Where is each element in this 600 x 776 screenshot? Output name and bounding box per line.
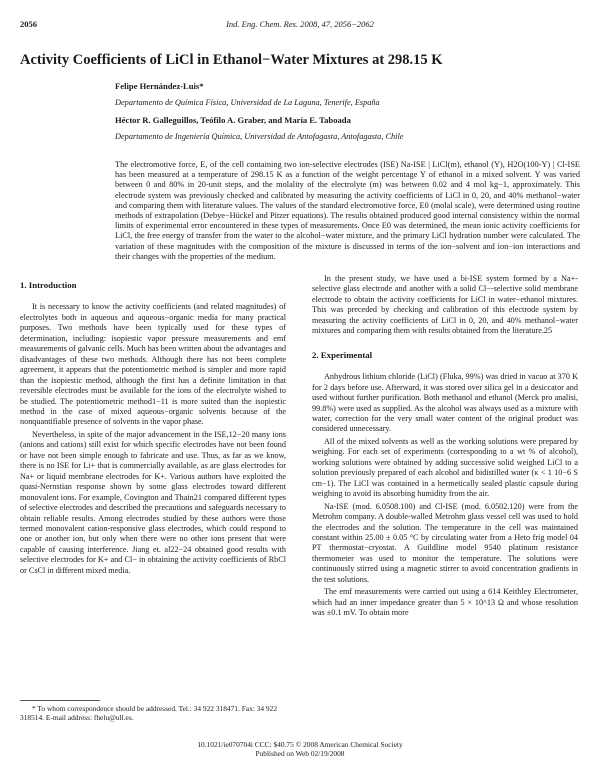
correspondence-footnote: * To whom correspondence should be addressed. Tel.: 34 922 318471. Fax: 34 922 318514. E-mail address: fhelu@ull.es. (20, 704, 278, 723)
experimental-paragraph-4: The emf measurements were carried out using a 614 Keithley Electrometer, which had an inner impedance greater than 5 × 10^13 Ω and whose resolution was ±0.1 mV. To obtain more (312, 587, 578, 618)
experimental-paragraph-2: All of the mixed solvents as well as the working solutions were prepared by weighing. For each set of experiments (corresponding to a wt % of alcohol), working solutions were obtained by adding successive solid weighed LiCl to a solution previously prepared of each alcohol and bidistilled water (κ < 1 10−6 S cm−1). The LiCl was contained in a hermetically sealed plastic capsule during weighing to avoid its absorbing humidity from the air. (312, 436, 578, 499)
intro-paragraph-3: In the present study, we have used a bi-ISE system formed by a Na+-selective glass electrode and another with a solid Cl−-selective solid membrane electrode to obtain the activity coefficients for LiCl in water−ethanol mixtures. This was preceded by checking and calibration of this electrode system by measuring the activity coefficients of LiCl in 0, 20, and 40% methanol−water mixtures and comparing them with results obtained from the literature.25 (312, 274, 578, 336)
page-number: 2056 (20, 19, 37, 29)
section-heading-introduction: 1. Introduction (20, 280, 77, 290)
journal-reference: Ind. Eng. Chem. Res. 2008, 47, 2056−2062 (226, 19, 374, 29)
left-column (20, 280, 286, 576)
intro-paragraph-2: Nevertheless, in spite of the major advancement in the ISE,12−20 many ions (anions and cations) still exist for which specific electrodes have not been found or have not been simple enough to fabricate and use. Thus, as far as we know, there is no ISE for Li+ that is commercially available, as are glass electrodes for Na+ or liquid membrane electrodes for K+. Various authors have exploited the quasi-Nernstian response shown by some glass electrodes toward different monovalent ions. For example, Covington and Thain21 compared different types of selective electrodes and described the precautions and safeguards necessary to obtain reliable results. Among electrodes studied by these authors were those termed monovalent cation-responsive glass electrodes, which could respond to one or another ion, but only when there were no other ions present that were capable of causing interference. Jiang et. al22−24 obtained good results with selective electrodes for K+ and Cl− in obtaining the activity coefficients of RbCl or CsCl in different mixed media. (20, 429, 286, 575)
affiliation-2: Departamento de Ingeniería Química, Universidad de Antofagasta, Antofagasta, Chile (115, 132, 404, 141)
footnote-divider (20, 700, 100, 701)
paper-title: Activity Coefficients of LiCl in Ethanol−Water Mixtures at 298.15 K (20, 52, 443, 68)
right-column (312, 274, 578, 619)
experimental-paragraph-3: Na-ISE (mod. 6.0508.100) and Cl-ISE (mod. 6.0502.120) were from the Metrohm company. A double-walled Metrohm glass vessel cell was used to hold the electrodes and the solution. The temperature in the cell was maintained constant within 25.00 ± 0.05 °C by circulating water from a Heto frig model 04 PT thermostat−cryostat. A Guildline model 9540 platinum resistance thermometer was used to monitor the temperature. The solutions were continuously stirred using a magnetic stirrer to avoid concentration gradients in the test solutions. (312, 501, 578, 584)
affiliation-1: Departamento de Química Física, Universidad de La Laguna, Tenerife, España (115, 98, 380, 107)
author-line-1: Felipe Hernández-Luis* (115, 81, 204, 91)
author-line-2: Héctor R. Galleguillos, Teófilo A. Graber, and María E. Taboada (115, 115, 351, 125)
experimental-paragraph-1: Anhydrous lithium chloride (LiCl) (Fluka, 99%) was dried in vacuo at 370 K for 2 days before use. Afterward, it was stored over silica gel in a desiccator and used without further purification. Both methanol and ethanol (Merck pro analisi, 99.8%) were used as supplied. As the alcohol was always used as a mixture with water, correction for the very small water content of the original product was considered unnecessary. (312, 372, 578, 434)
abstract: The electromotive force, E, of the cell containing two ion-selective electrodes (ISE) Na-ISE | LiCl(m), ethanol (Y), H2O(100-Y) | Cl-ISE has been measured at a temperature of 298.15 K as a function of the weight percentage Y of ethanol in a mixed solvent. Y was varied between 0 and 80% in 20-unit steps, and the molality of the electrolyte (m) was between 0.02 and 4 mol kg−1, approximately. This electrode system was previously checked and calibrated by measuring the activity coefficients of LiCl in 0, 20, and 40% methanol−water and comparing them with literature values. The values of the standard electromotive force, E0 (molal scale), were determined using routine methods of extrapolation (Debye−Hückel and Pitzer equations). The results obtained produced good internal consistency within the normal limits of experimental error encountered in these types of measurements. Once E0 was determined, the mean ionic activity coefficients for LiCl, the free energy of transfer from the water to the alcohol−water mixture, and the primary LiCl hydration number were calculated. The variation of these magnitudes with the composition of the mixture is discussed in terms of the ion−solvent and ion−ion interactions and their changes with the properties of the medium. (115, 160, 580, 261)
intro-paragraph-1: It is necessary to know the activity coefficients (and related magnitudes) of electrolytes both in aqueous and aqueous−organic media for many practical purposes. Two methods have been typically used for these types of determination, including: isopiestic vapor pressure measurements and emf measurements of galvanic cells. Much has been written about the advantages and disadvantages of these two methods. Although there has not been complete agreement, it appears that the potentiometric method is simpler and more rapid than the isopiestic method, although the first has a definite limitation in that reversible electrodes must be available for the ions of the electrolyte wished to be studied. The potentiometric method1−11 is more suited than the isopiestic method in the case of mixed aqueous−organic solvents because of the nonquantifiable presence of solvents in the vapor phase. (20, 302, 287, 427)
doi-copyright-line: 10.1021/ie070704i CCC: $40.75 © 2008 American Chemical Society (197, 740, 403, 749)
published-date-line: Published on Web 02/19/2008 (255, 749, 345, 758)
section-heading-experimental: 2. Experimental (312, 349, 373, 360)
